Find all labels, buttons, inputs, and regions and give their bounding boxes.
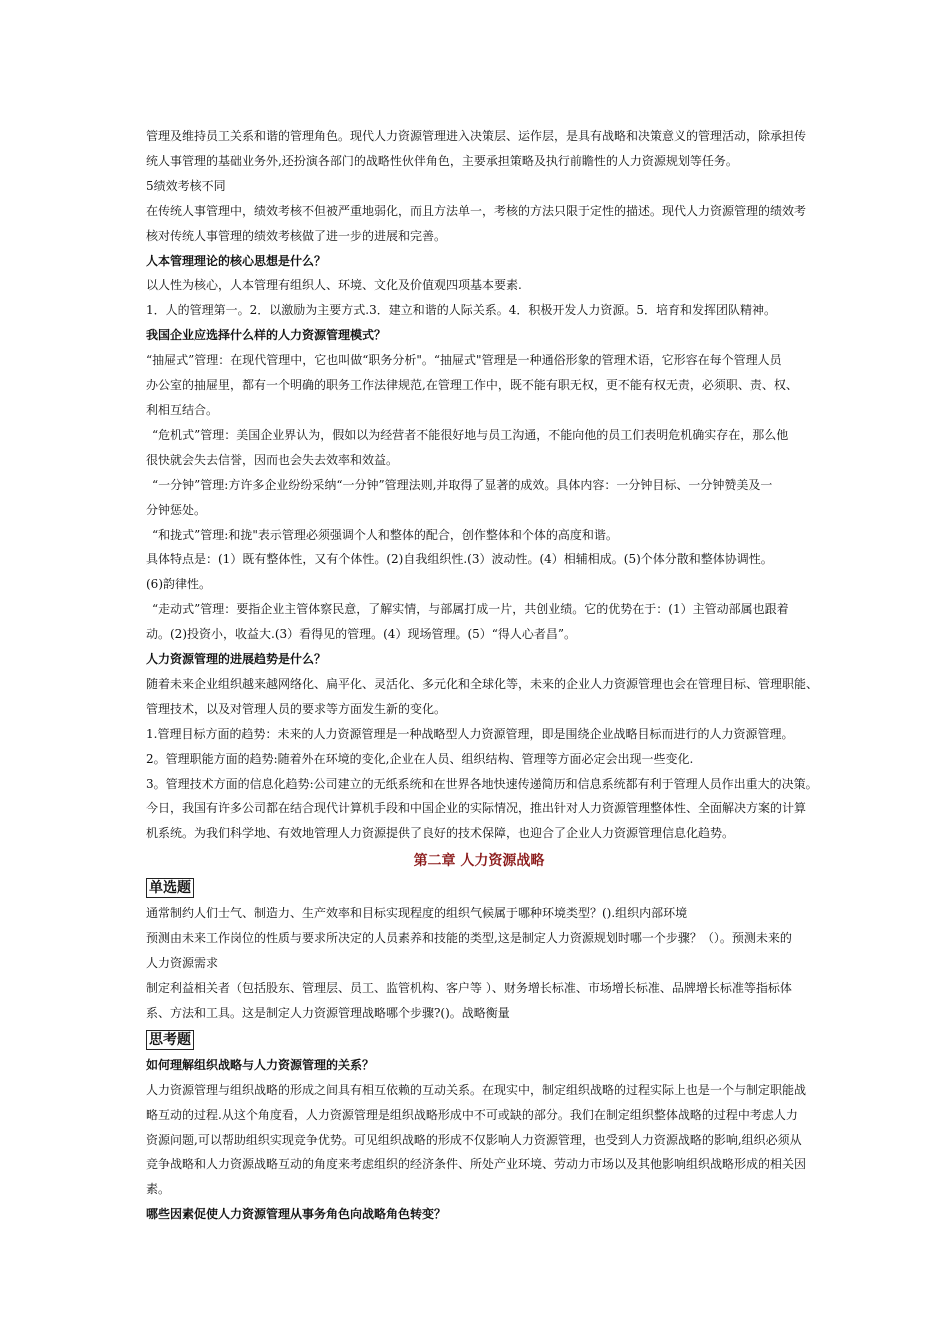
chapter-title: 第二章 人力资源战略 [413,853,545,870]
paragraph-line: “和拢式”管理:和拢"表示管理必须强调个人和整体的配合，创作整体和个体的高度和谐。 [152,527,618,542]
question-heading: 我国企业应选择什么样的人力资源管理模式？ [146,328,387,343]
paragraph-line: “走动式”管理：要指企业主管体察民意，了解实情，与部属打成一片，共创业绩。它的优势在于：(1）主管动部属也跟着 [152,602,789,617]
paragraph-line: 管理技术，以及对管理人员的要求等方面发生新的变化。 [146,701,447,716]
paragraph-line: 制定利益相关者（包括股东、管理层、员工、监管机构、客户等 ）、财务增长标准、市场增长标准、品牌增长标准等指标体 [146,981,792,995]
paragraph-line: 1.管理目标方面的趋势：未来的人力资源管理是一种战略型人力资源管理，即是围绕企业战略目标而进行的人力资源管理。 [146,726,794,741]
paragraph-line: 资源问题,可以帮助组织实现竞争优势。可见组织战略的形成不仅影响人力资源管理，也受到人力资源战略的影响,组织必须从 [146,1132,802,1147]
paragraph-line: 通常制约人们士气、制造力、生产效率和目标实现程度的组织气候属于哪种环境类型？().组织内部环境 [146,906,688,921]
paragraph-line: “危机式”管理：美国企业界认为，假如以为经营者不能很好地与员工沟通，不能向他的员工们表明危机确实存在，那么他 [152,427,789,442]
paragraph-line: 2。管理职能方面的趋势:随着外在环境的变化,企业在人员、组织结构、管理等方面必定会出现一些变化. [146,751,694,766]
paragraph-line: 竞争战略和人力资源战略互动的角度来考虑组织的经济条件、所处产业环境、劳动力市场以及其他影响组织战略形成的相关因 [146,1157,807,1172]
paragraph-line: 人力资源需求 [146,956,219,971]
paragraph-line: 系、方法和工具。这是制定人力资源管理战略哪个步骤?()。战略衡量 [146,1005,510,1020]
question-heading: 人本管理理论的核心思想是什么？ [146,253,327,268]
paragraph-line: 略互动的过程.从这个角度看，人力资源管理是组织战略形成中不可或缺的部分。我们在制定组织整体战略的过程中考虑人力 [146,1107,798,1122]
paragraph-line: 素。 [146,1182,171,1197]
thinking-heading: 思考题 [146,1030,194,1050]
paragraph-line: 1．人的管理第一。2．以激励为主要方式.3．建立和谐的人际关系。4．积极开发人力资源。5．培育和发挥团队精神。 [146,303,776,318]
section-title: 5绩效考核不同 [146,178,226,193]
paragraph-line: 在传统人事管理中，绩效考核不但被严重地弱化，而且方法单一，考核的方法只限于定性的描述。现代人力资源管理的绩效考 [146,203,807,218]
paragraph-line: 随着未来企业组织越来越网络化、扁平化、灵活化、多元化和全球化等，未来的企业人力资源管理也会在管理目标、管理职能、 [146,676,819,691]
question-heading: 人力资源管理的进展趋势是什么？ [146,652,327,667]
paragraph-line: “抽屉式”管理：在现代管理中，它也叫做“职务分析"。“抽屉式"管理是一种通俗形象的管理术语，它形容在每个管理人员 [146,353,782,368]
single-choice-section [146,874,812,1026]
paragraph-line: 3。管理技术方面的信息化趋势:公司建立的无纸系统和在世界各地快速传递简历和信息系统都有利于管理人员作出重大的决策。 [146,776,818,791]
paragraph-line: 核对传统人事管理的绩效考核做了进一步的进展和完善。 [146,228,447,243]
single-choice-heading: 单选题 [146,878,194,898]
paragraph-line: 分钟惩处。 [146,502,207,517]
question-heading: 如何理解组织战略与人力资源管理的关系？ [146,1057,375,1072]
paragraph-line: 办公室的抽屉里，都有一个明确的职务工作法律规范,在管理工作中，既不能有职无权，更不能有权无责，必须职、责、权、 [146,378,798,393]
paragraph-line: 利相互结合。 [146,402,219,417]
paragraph-line: 预测由未来工作岗位的性质与要求所决定的人员素养和技能的类型,这是制定人力资源规划时哪一个步骤？（）。预测未来的 [146,931,792,946]
paragraph-line: 很快就会失去信誉，因而也会失去效率和效益。 [146,452,399,467]
paragraph-line: 动。(2)投资小，收益大.(3）看得见的管理。(4）现场管理。(5）“得人心者昌”。 [146,627,577,642]
paragraph-line: 机系统。为我们科学地、有效地管理人力资源提供了良好的技术保障，也迎合了企业人力资源管理信息化趋势。 [146,826,735,841]
paragraph-line: 具体特点是：(1）既有整体性，又有个体性。(2)自我组织性.(3）波动性。(4）相辅相成。(5)个体分散和整体协调性。 [146,552,773,567]
paragraph-line: 人力资源管理与组织战略的形成之间具有相互依赖的互动关系。在现实中，制定组织战略的过程实际上也是一个与制定职能战 [146,1082,807,1097]
paragraph-line: “一分钟”管理:方许多企业纷纷采纳“一分钟”管理法则,并取得了显著的成效。具体内容：一分钟目标、一分钟赞美及一 [152,477,773,492]
paragraph-line: (6)韵律性。 [146,577,211,592]
paragraph-line: 今日，我国有许多公司都在结合现代计算机手段和中国企业的实际情况，推出针对人力资源管理整体性、全面解决方案的计算 [146,801,807,816]
paragraph-line: 以人性为核心，人本管理有组织人、环境、文化及价值观四项基本要素. [146,278,522,293]
document-body [146,124,819,1227]
thinking-section [146,1026,812,1227]
question-heading: 哪些因素促使人力资源管理从事务角色向战略角色转变？ [146,1207,447,1222]
paragraph-line: 统人事管理的基础业务外,还扮演各部门的战略性伙伴角色，主要承担策略及执行前瞻性的人力资源规划等任务。 [146,153,738,168]
paragraph-line: 管理及维持员工关系和谐的管理角色。现代人力资源管理进入决策层、运作层，是具有战略和决策意义的管理活动，除承担传 [146,129,807,143]
